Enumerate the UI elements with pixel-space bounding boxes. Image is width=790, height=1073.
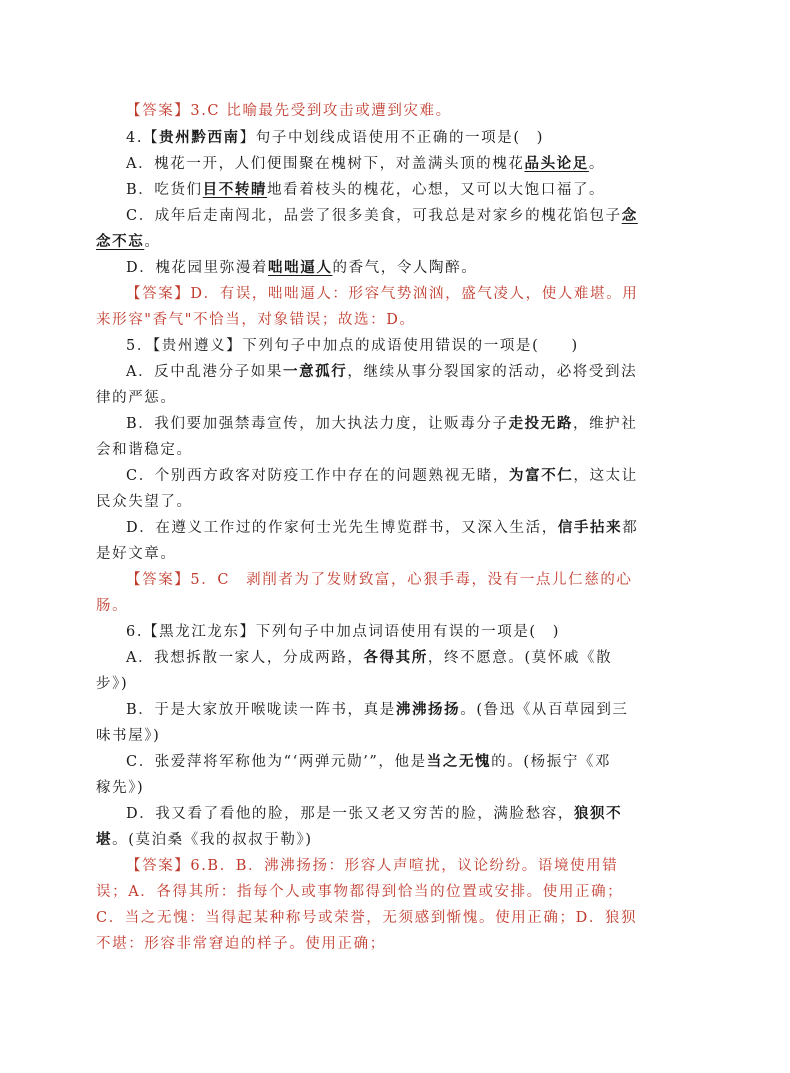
- answer-q4-line1: 【答案】D．有误，咄咄逼人：形容气势汹汹，盛气凌人，使人难堪。用: [126, 286, 639, 302]
- answer-q5-line1: 【答案】5．C 剥削者为了发财致富，心狠手毒，没有一点儿仁慈的心: [126, 572, 633, 588]
- q5-option-d-line1: D．在遵义工作过的作家何士光先生博览群书，又深入生活，信手拈来都: [126, 519, 639, 536]
- q6-option-c-line1: C．张爱萍将军称他为“‘两弹元勋’”，他是当之无愧的。(杨振宁《邓: [126, 753, 612, 770]
- q5-option-b-line1: B．我们要加强禁毒宣传，加大执法力度，让贩毒分子走投无路，维护社: [126, 415, 638, 432]
- q5-option-d-line2: 是好文章。: [96, 546, 177, 562]
- q4-option-c-line2: 念不忘。: [96, 233, 161, 250]
- q4-option-b: B．吃货们目不转睛地看着枝头的槐花，心想，又可以大饱口福了。: [126, 181, 606, 198]
- dotted-idiom: 走投无路: [508, 415, 573, 432]
- answer-q6-line2: 误；A．各得其所：指每个人或事物都得到恰当的位置或安排。使用正确；: [96, 884, 624, 900]
- q6-option-d-line2: 堪。(莫泊桑《我的叔叔于勒》): [96, 831, 313, 848]
- q5-option-b-line2: 会和谐稳定。: [96, 442, 193, 458]
- dotted-word: 狼狈不: [573, 805, 623, 822]
- question-5-stem: 5．【贵州遵义】下列句子中加点的成语使用错误的一项是( ): [126, 338, 579, 354]
- q4-option-c-line1: C．成年后走南闯北，品尝了很多美食，可我总是对家乡的槐花馅包子念: [126, 207, 638, 224]
- dotted-idiom: 为富不仁: [509, 467, 574, 484]
- q6-option-b-line1: B．于是大家放开喉咙读一阵书，真是沸沸扬扬。(鲁迅《从百草园到三: [126, 701, 629, 718]
- answer-q3: 【答案】3.C 比喻最先受到攻击或遭到灾难。: [126, 103, 452, 119]
- dotted-word: 堪: [96, 831, 113, 848]
- q5-option-a-line2: 律的严惩。: [96, 390, 177, 406]
- answer-q6-line1: 【答案】6.B．B．沸沸扬扬：形容人声喧扰，议论纷纷。语境使用错: [126, 858, 619, 874]
- q6-option-a-line2: 步》): [96, 676, 129, 692]
- q4-option-a: A．槐花一开，人们便围聚在槐树下，对盖满头顶的槐花品头论足。: [126, 155, 605, 172]
- question-4-stem: 4.【贵州黔西南】句子中划线成语使用不正确的一项是( ): [126, 129, 544, 146]
- dotted-idiom: 信手拈来: [557, 519, 623, 536]
- answer-q6-line3: C．当之无愧：当得起某种称号或荣誉，无须感到惭愧。使用正确；D．狼狈: [96, 910, 638, 926]
- q5-option-c-line2: 民众失望了。: [96, 494, 193, 510]
- q5-option-a-line1: A．反中乱港分子如果一意孤行，继续从事分裂国家的活动，必将受到法: [126, 363, 638, 380]
- underlined-idiom: 目不转睛: [202, 181, 268, 198]
- q6-option-b-line2: 味书屋》): [96, 728, 161, 744]
- dotted-word: 沸沸扬扬: [395, 701, 461, 718]
- q6-option-c-line2: 稼先》): [96, 780, 145, 796]
- answer-q6-line4: 不堪：形容非常窘迫的样子。使用正确；: [96, 936, 386, 952]
- underlined-idiom: 念: [621, 207, 638, 224]
- dotted-word: 各得其所: [363, 649, 428, 666]
- q6-option-a-line1: A．我想拆散一家人，分成两路，各得其所，终不愿意。(莫怀戚《散: [126, 649, 613, 666]
- region-label: 贵州黔西南: [159, 129, 240, 146]
- underlined-idiom: 咄咄逼人: [268, 259, 333, 276]
- answer-q4-line2: 来形容"香气"不恰当，对象错误；故选：D。: [96, 312, 416, 328]
- question-6-stem: 6.【黑龙江龙东】下列句子中加点词语使用有误的一项是( ): [126, 624, 561, 640]
- dotted-idiom: 一意孤行: [282, 363, 348, 380]
- answer-q5-line2: 肠。: [96, 598, 129, 614]
- dotted-word: 当之无愧: [426, 753, 492, 770]
- underlined-idiom: 品头论足: [524, 155, 589, 172]
- q4-option-d: D．槐花园里弥漫着咄咄逼人的香气，令人陶醉。: [126, 259, 478, 276]
- underlined-idiom: 念不忘: [96, 233, 145, 250]
- q5-option-c-line1: C．个别西方政客对防疫工作中存在的问题熟视无睹，为富不仁，这太让: [126, 467, 638, 484]
- q6-option-d-line1: D．我又看了看他的脸，那是一张又老又穷苦的脸，满脸愁容，狼狈不: [126, 805, 623, 822]
